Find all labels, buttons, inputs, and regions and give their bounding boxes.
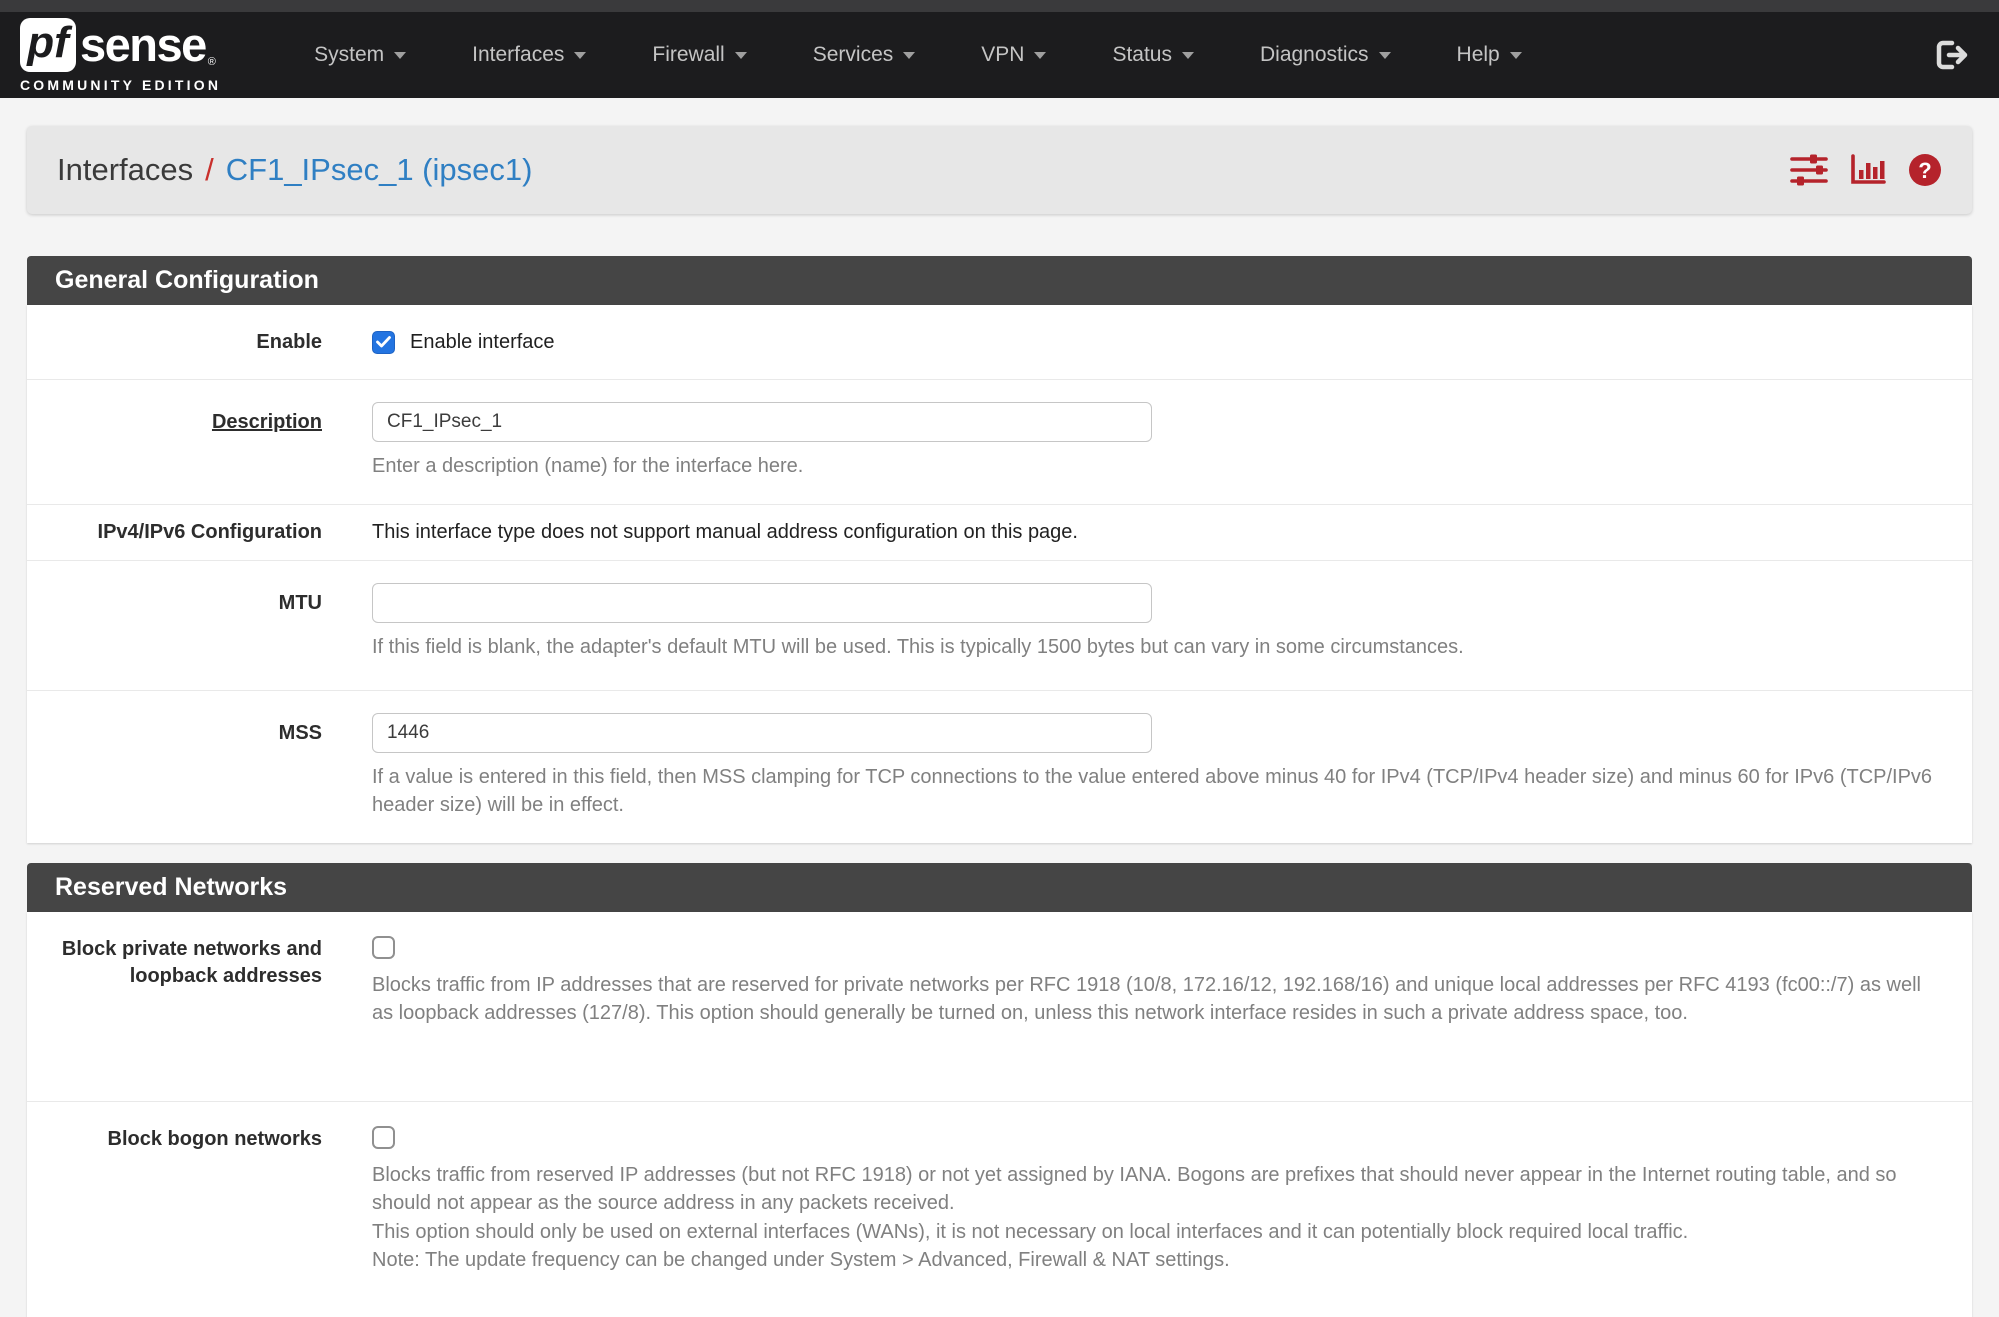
bar-chart-icon[interactable] xyxy=(1850,154,1886,186)
menu-item-label: VPN xyxy=(981,43,1025,66)
breadcrumb-bar xyxy=(27,126,1972,214)
mtu-input[interactable] xyxy=(372,583,1152,623)
form-row-mss xyxy=(27,691,1972,843)
sliders-icon[interactable] xyxy=(1790,154,1828,186)
registered-mark: ® xyxy=(207,55,216,68)
breadcrumb-page-link[interactable]: CF1_IPsec_1 (ipsec1) xyxy=(225,152,533,187)
menu-item-label: Help xyxy=(1456,43,1500,66)
chevron-down-icon xyxy=(1182,52,1194,59)
checkbox-icon[interactable] xyxy=(372,331,395,354)
menu-item-services[interactable] xyxy=(780,12,949,98)
main-menu xyxy=(281,12,1555,98)
enable-interface-label: Enable interface xyxy=(410,330,555,353)
breadcrumb xyxy=(57,152,532,188)
brand-edition-text: COMMUNITY EDITION xyxy=(20,76,222,93)
mtu-label: MTU xyxy=(278,592,322,614)
block-bogon-label: Block bogon networks xyxy=(107,1128,322,1150)
chevron-down-icon xyxy=(735,52,747,59)
logout-icon[interactable] xyxy=(1935,40,1969,70)
menu-item-status[interactable] xyxy=(1079,12,1227,98)
panel-reserved-networks xyxy=(27,863,1972,1317)
breadcrumb-section: Interfaces xyxy=(57,152,194,187)
menu-item-diagnostics[interactable] xyxy=(1227,12,1424,98)
mss-input[interactable] xyxy=(372,713,1152,753)
panel-title: General Configuration xyxy=(27,256,1972,305)
chevron-down-icon xyxy=(1379,52,1391,59)
help-circle-icon[interactable] xyxy=(1908,153,1942,187)
enable-interface-checkbox[interactable] xyxy=(372,331,1944,354)
menu-item-label: Interfaces xyxy=(472,43,565,66)
chevron-down-icon xyxy=(574,52,586,59)
top-navbar xyxy=(0,12,1999,98)
menu-item-help[interactable] xyxy=(1424,12,1555,98)
menu-item-vpn[interactable] xyxy=(948,12,1079,98)
chevron-down-icon xyxy=(394,52,406,59)
block-private-help: Blocks traffic from IP addresses that are reserved for private networks per RFC 1918 (10/8, 172.16/12, 192.168/16) and unique local addresses per RFC 4193 (fc00::/7) as well as loopback addresses (127/8). This option should generally be turned on, unless this network interface resides in such a private address space, too. xyxy=(372,974,1921,1025)
menu-item-label: Services xyxy=(812,43,894,66)
chevron-down-icon xyxy=(1510,52,1522,59)
description-input[interactable] xyxy=(372,402,1152,442)
block-private-label: Block private networks and loopback addresses xyxy=(61,938,322,987)
svg-text:?: ? xyxy=(1918,158,1932,183)
form-row-enable xyxy=(27,305,1972,380)
form-row-description xyxy=(27,380,1972,505)
ip-configuration-label: IPv4/IPv6 Configuration xyxy=(97,521,322,543)
form-row-block-bogon xyxy=(27,1102,1972,1317)
pf-logo-icon: pf xyxy=(20,18,76,72)
menu-item-label: Firewall xyxy=(652,43,725,66)
menu-item-label: Diagnostics xyxy=(1259,43,1369,66)
chevron-down-icon xyxy=(903,52,915,59)
block-private-checkbox[interactable] xyxy=(372,936,395,959)
pfsense-logo[interactable] xyxy=(20,18,221,93)
mss-label: MSS xyxy=(278,722,322,744)
panel-title: Reserved Networks xyxy=(27,863,1972,912)
breadcrumb-separator: / xyxy=(205,152,214,187)
description-help-text: Enter a description (name) for the interface here. xyxy=(372,455,804,477)
mss-help-text: If a value is entered in this field, then MSS clamping for TCP connections to the value entered above minus 40 for IPv4 (TCP/IPv4 header size) and minus 60 for IPv6 (TCP/IPv6 header size) will be in effect. xyxy=(372,766,1933,816)
form-row-ip-configuration xyxy=(27,505,1972,561)
menu-item-label: System xyxy=(314,43,385,66)
description-label: Description xyxy=(211,411,322,433)
panel-general-configuration xyxy=(27,256,1972,843)
header-action-icons xyxy=(1790,153,1942,187)
chevron-down-icon xyxy=(1034,52,1046,59)
block-bogon-help: Blocks traffic from reserved IP addresses (but not RFC 1918) or not yet assigned by IANA. Bogons are prefixes that should never appear in the Internet routing table, and so should not appear as the source address in any packets received. This option should only be used on external interfaces (WANs), it is not necessary on local interfaces and it can potentially block required local traffic. Note: The update frequency can be changed under System > Advanced, Firewall & NAT settings. xyxy=(372,1164,1897,1272)
brand-sense-text: sense xyxy=(80,18,206,71)
block-bogon-checkbox[interactable] xyxy=(372,1126,395,1149)
window-top-strip xyxy=(0,0,1999,12)
menu-item-label: Status xyxy=(1112,43,1172,66)
enable-label: Enable xyxy=(256,330,322,353)
form-row-block-private xyxy=(27,912,1972,1102)
menu-item-firewall[interactable] xyxy=(619,12,779,98)
mtu-help-text: If this field is blank, the adapter's default MTU will be used. This is typically 1500 bytes but can vary in some circumstances. xyxy=(372,636,1464,658)
ip-configuration-text: This interface type does not support manual address configuration on this page. xyxy=(372,521,1078,543)
form-row-mtu xyxy=(27,561,1972,691)
menu-item-interfaces[interactable] xyxy=(439,12,619,98)
menu-item-system[interactable] xyxy=(281,12,439,98)
